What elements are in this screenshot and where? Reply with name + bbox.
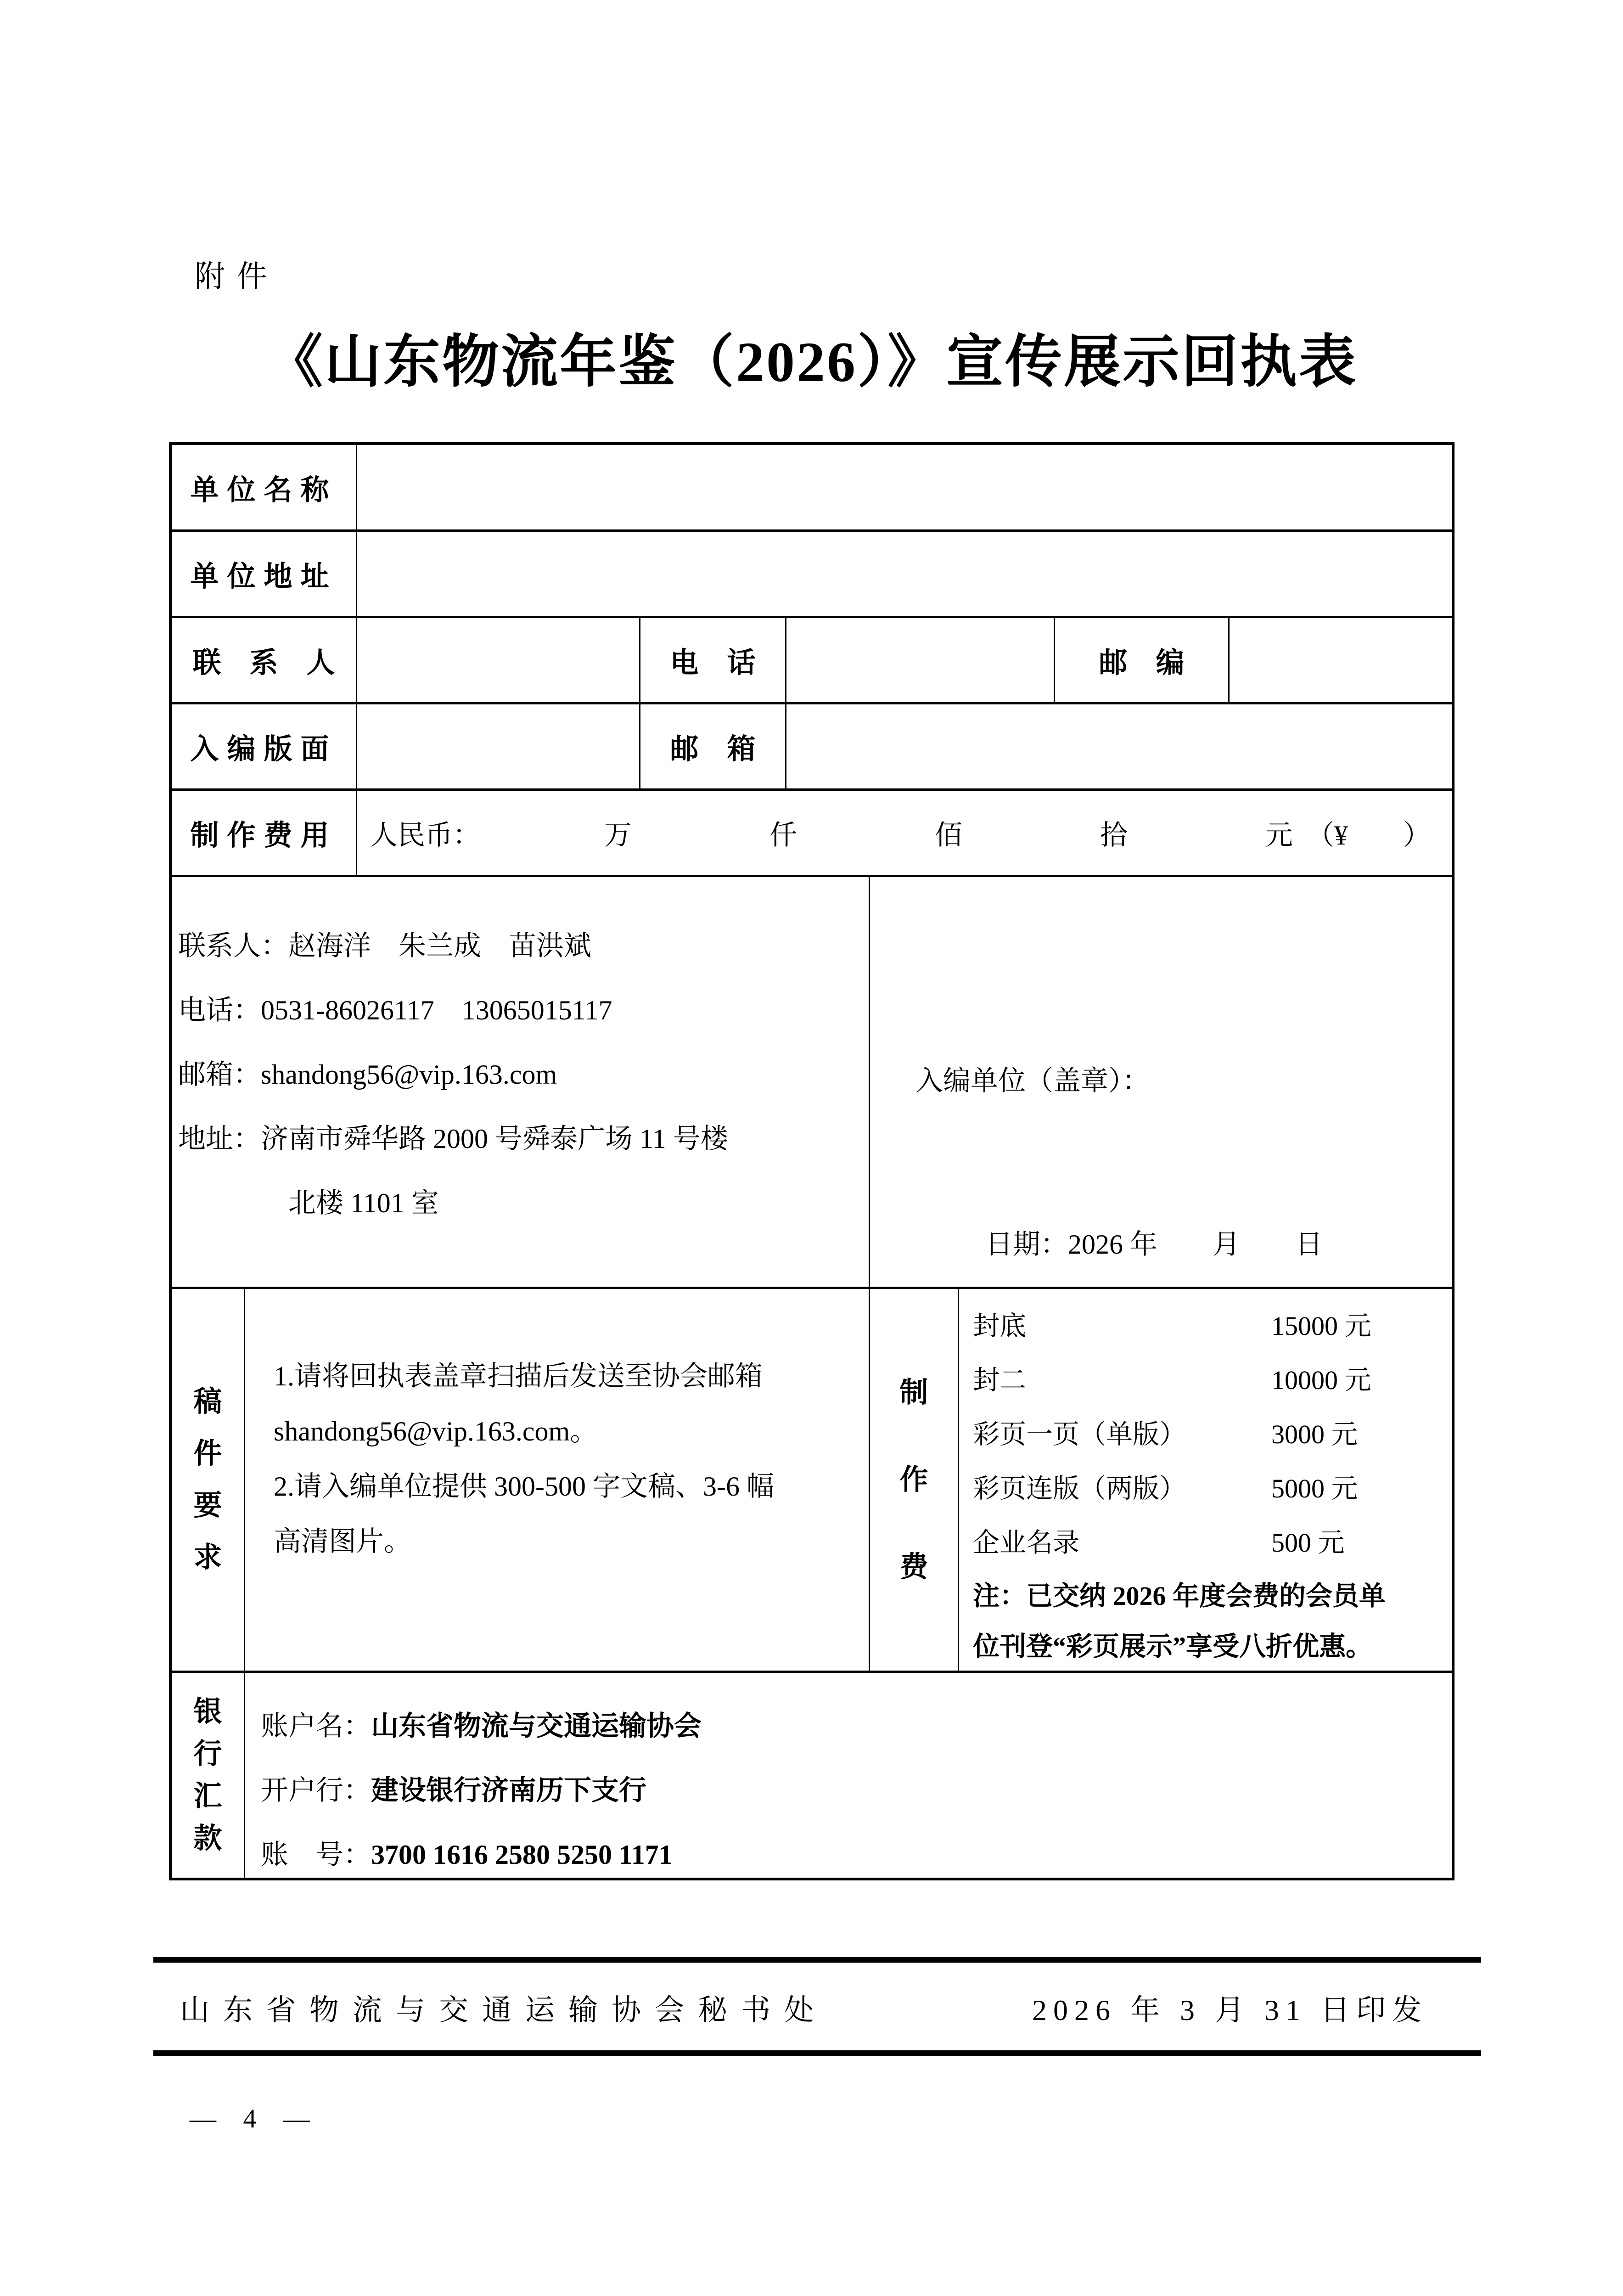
mailbox-label: 邮 箱 [639, 704, 785, 788]
fee-label: 制作费用 [190, 820, 337, 851]
bank-account-number-value: 3700 1616 2580 5250 1171 [371, 1840, 673, 1870]
requirements-line: 2.请入编单位提供 300-500 字文稿、3-6 幅 [274, 1471, 774, 1502]
bank-account-name-line [261, 1694, 1452, 1758]
row-edition-mailbox [172, 702, 1452, 788]
footer-issuer: 山东省物流与交通运输协会秘书处 [180, 1994, 827, 2026]
requirements-text-cell [244, 1289, 869, 1671]
footer-top-rule [153, 1957, 1481, 1963]
row-unit-name [172, 445, 1452, 529]
bank-header-char: 银 [193, 1696, 222, 1728]
production-fee-header-char: 制 [899, 1377, 928, 1408]
fee-amount-cell[interactable] [356, 791, 1452, 875]
price-row [973, 1513, 1439, 1567]
bank-branch-label: 开户行： [261, 1775, 371, 1806]
association-phone-line: 电话：0531-86026117 13065015117 [178, 995, 612, 1025]
requirements-line: shandong56@vip.163.com。 [274, 1416, 598, 1446]
unit-address-input-cell[interactable] [356, 532, 1452, 616]
price-row [973, 1351, 1439, 1405]
row-unit-address [172, 529, 1452, 616]
discount-note-line: 注：已交纳 2026 年度会费的会员单 [973, 1581, 1386, 1611]
fee-amount-text: 人民币： 万 仟 佰 拾 元 （¥ ） [370, 820, 1431, 850]
requirements-header-char: 求 [193, 1542, 222, 1573]
association-contact-line: 联系人：赵海洋 朱兰成 苗洪斌 [178, 931, 591, 961]
price-item-amount: 500 元 [1271, 1528, 1345, 1558]
price-item-name: 彩页连版（两版） [973, 1474, 1186, 1503]
requirements-line: 高清图片。 [274, 1526, 411, 1557]
price-item-name: 企业名录 [973, 1528, 1080, 1558]
bank-branch-value: 建设银行济南历下支行 [371, 1775, 646, 1806]
bank-account-name-value: 山东省物流与交通运输协会 [371, 1711, 702, 1741]
association-address-line: 地址：济南市舜华路 2000 号舜泰广场 11 号楼 [178, 1124, 728, 1154]
bank-transfer-header [172, 1673, 244, 1878]
association-email-line: 邮箱：shandong56@vip.163.com [178, 1059, 557, 1090]
row-bank-transfer [172, 1671, 1452, 1878]
unit-name-input-cell[interactable] [356, 445, 1452, 529]
price-row [973, 1405, 1439, 1459]
unit-address-label: 单位地址 [190, 561, 337, 592]
row-contact-stamp [172, 875, 1452, 1287]
row-production-cost [172, 788, 1452, 875]
contact-person-input-cell[interactable] [356, 618, 639, 702]
price-item-amount: 10000 元 [1271, 1365, 1371, 1395]
requirements-line: 1.请将回执表盖章扫描后发送至协会邮箱 [274, 1361, 763, 1391]
production-fee-header [869, 1289, 958, 1671]
bank-account-number-line [261, 1823, 1452, 1887]
requirements-header-char: 要 [193, 1490, 222, 1521]
phone-label: 电 话 [639, 618, 785, 702]
phone-input-cell[interactable] [785, 618, 1054, 702]
bank-details-cell [244, 1673, 1452, 1878]
stamp-date-line: 日期：2026 年 月 日 [985, 1229, 1323, 1260]
association-address-line2: 北楼 1101 室 [288, 1188, 439, 1218]
edition-input-cell[interactable] [356, 704, 639, 788]
page-title: 《山东物流年鉴（2026）》宣传展示回执表 [265, 331, 1358, 394]
price-item-name: 封二 [973, 1365, 1027, 1395]
production-fee-header-char: 费 [899, 1551, 928, 1583]
footer-issue-date: 2026 年 3 月 31 日印发 [1032, 1994, 1428, 2026]
attachment-label: 附件 [195, 259, 279, 293]
price-item-amount: 5000 元 [1271, 1474, 1358, 1503]
bank-header-char: 汇 [193, 1781, 222, 1812]
association-contact-cell [172, 877, 869, 1287]
price-item-name: 封底 [973, 1311, 1027, 1341]
footer-bottom-rule [153, 2050, 1481, 2056]
price-item-amount: 15000 元 [1271, 1311, 1371, 1341]
bank-header-char: 行 [193, 1739, 222, 1770]
bank-account-name-label: 账户名： [261, 1711, 371, 1741]
discount-note-line: 位刊登“彩页展示”享受八折优惠。 [973, 1632, 1373, 1661]
postcode-label: 邮 编 [1054, 618, 1228, 702]
bank-account-number-label: 账 号： [261, 1840, 371, 1870]
discount-note [973, 1571, 1439, 1672]
requirements-header-char: 件 [193, 1438, 222, 1469]
stamp-label: 入编单位（盖章）： [915, 1066, 1150, 1096]
receipt-form-table [169, 442, 1455, 1880]
price-item-name: 彩页一页（单版） [973, 1419, 1186, 1449]
production-fee-header-char: 作 [899, 1464, 928, 1496]
price-item-amount: 3000 元 [1271, 1419, 1358, 1449]
edition-label: 入编版面 [190, 734, 337, 765]
requirements-header-char: 稿 [193, 1386, 222, 1418]
bank-header-char: 款 [193, 1823, 222, 1854]
contact-person-label: 联 系 人 [192, 647, 335, 679]
row-contact-phone-postcode [172, 616, 1452, 702]
price-list-cell [958, 1289, 1452, 1671]
mailbox-input-cell[interactable] [785, 704, 1452, 788]
bank-branch-line [261, 1758, 1452, 1823]
unit-name-label: 单位名称 [190, 474, 337, 506]
requirements-header [172, 1289, 244, 1671]
row-requirements-prices [172, 1287, 1452, 1671]
postcode-input-cell[interactable] [1228, 618, 1452, 702]
page-number: — 4 — [190, 2104, 320, 2133]
price-row [973, 1459, 1439, 1513]
stamp-area-cell[interactable] [869, 877, 1452, 1287]
price-row [973, 1296, 1439, 1351]
